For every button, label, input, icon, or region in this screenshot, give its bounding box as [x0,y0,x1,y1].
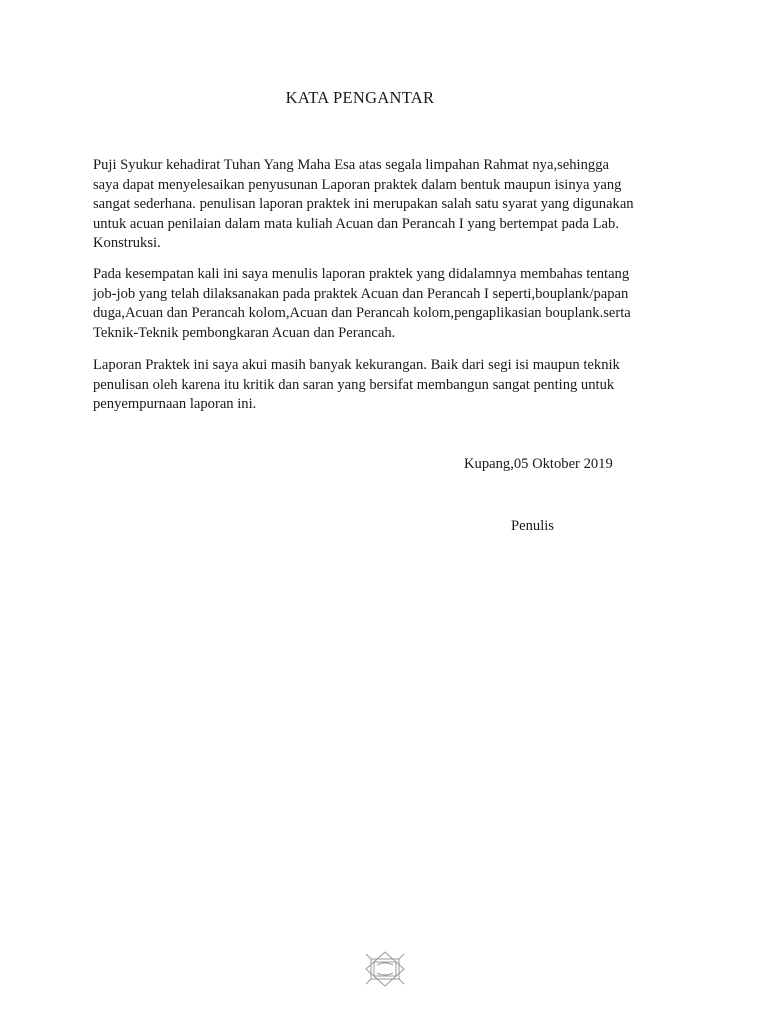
paragraph-line: saya dapat menyelesaikan penyusunan Laporan praktek dalam bentuk maupun isinya yang [93,176,622,193]
paragraph-line: penulisan oleh karena itu kritik dan saran yang bersifat membangun sangat penting untuk [93,376,615,393]
paragraph-line: Pada kesempatan kali ini saya menulis laporan praktek yang didalamnya membahas tentang [93,266,630,282]
paragraph-line: Teknik-Teknik pembongkaran Acuan dan Perancah. [93,324,396,341]
page-ornament-icon [364,951,406,987]
paragraph-line: Laporan Praktek ini saya akui masih banyak kekurangan. Baik dari segi isi maupun teknik [93,357,620,373]
paragraph-2 [93,265,655,343]
paragraph-line: duga,Acuan dan Perancah kolom,Acuan dan Perancah kolom,pengaplikasian bouplank.serta [93,305,631,321]
paragraph-line: Puji Syukur kehadirat Tuhan Yang Maha Esa atas segala limpahan Rahmat nya,sehingga [93,157,609,173]
paragraph-3 [93,356,655,415]
paragraph-line: job-job yang telah dilaksanakan pada praktek Acuan dan Perancah I seperti,bouplank/papan [93,285,629,302]
paragraph-line: penyempurnaan laporan ini. [93,396,257,412]
paragraph-line: sangat sederhana. penulisan laporan praktek ini merupakan salah satu syarat yang digunakan [93,196,634,212]
paragraph-line: Konstruksi. [93,235,161,251]
place-date: Kupang,05 Oktober 2019 [464,456,613,472]
paragraph-1 [93,156,655,254]
paragraph-line: untuk acuan penilaian dalam mata kuliah Acuan dan Perancah I yang bertempat pada Lab. [93,215,619,232]
document-title: KATA PENGANTAR [285,88,435,107]
signature-label: Penulis [511,518,554,534]
